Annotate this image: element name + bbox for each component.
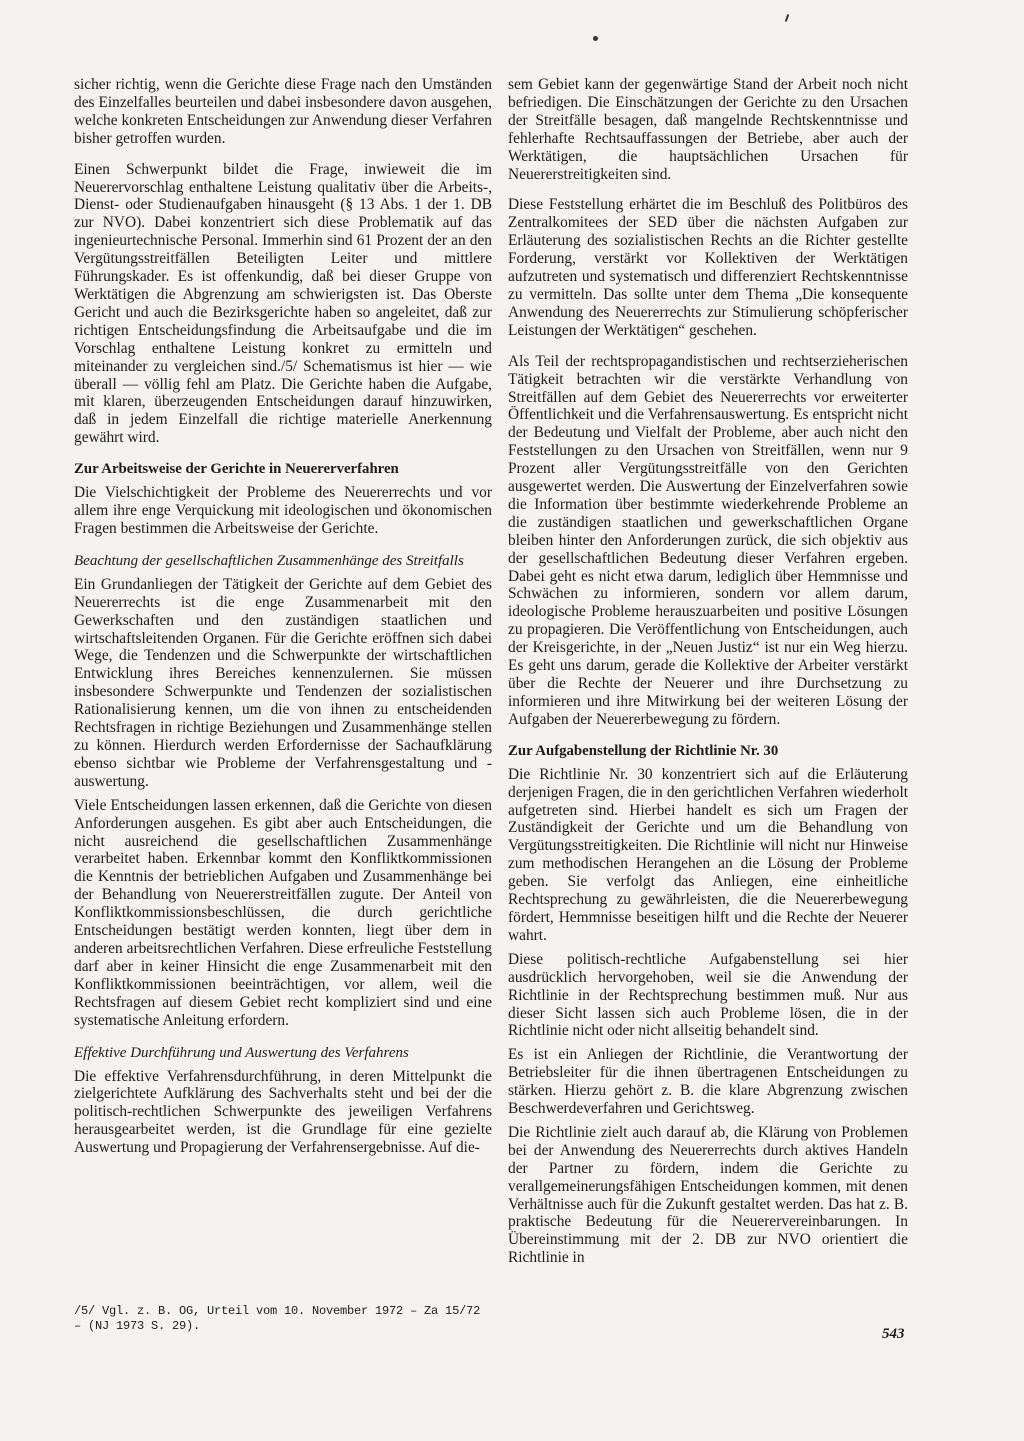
paragraph: Die Richtlinie zielt auch darauf ab, die Klärung von Problemen bei der Anwendung des Neuererrechts durch aktives Handeln der Partner zu fördern, indem die Gerichte zu verallgemeinerungsfähigen Entscheidungen kommen, mit denen Verhältnisse auch für die Zukunft gestaltet werden. Das hat z. B. praktische Bedeutung für die Neuerervereinbarungen. In Übereinstimmung mit der 2. DB zur NVO orientiert die Richtlinie in (508, 1123, 908, 1267)
subsection-heading: Beachtung der gesellschaftlichen Zusammenhänge des Streitfalls (74, 552, 464, 569)
paragraph: Einen Schwerpunkt bildet die Frage, inwieweit die im Neuerervorschlag enthaltene Leistung qualitativ über die Arbeits-, Dienst- oder Studienaufgaben hinausgeht (§ 13 Abs. 1 der 1. DB zur NVO). Dabei konzentriert sich diese Problematik auf das ingenieurtechnische Personal. Immerhin sind 61 Prozent der an den Vergütungsstreitfällen Beteiligten Leiter und mittlere Führungskader. Es ist offenkundig, daß bei dieser Gruppe von Werktätigen die Abgrenzung am schwierigsten ist. Das Oberste Gericht und auch die Bezirksgerichte haben so angeleitet, daß zur richtigen Entscheidungsfindung die Arbeitsaufgabe und die im Vorschlag enthaltene Leistung konkret zu ermitteln und miteinander zu vergleichen sind./5/ Schematismus ist hier — wie überall — völlig fehl am Platz. Die Gerichte haben die Aufgabe, mit klaren, überzeugenden Entscheidungen darauf hinzuwirken, daß in jedem Einzelfall die richtige materielle Anerkennung gewährt wird. (74, 160, 492, 447)
paragraph: Es ist ein Anliegen der Richtlinie, die Verantwortung der Betriebsleiter für die ihnen übertragenen Entscheidungen zu stärken. Hierzu gehört z. B. die klare Abgrenzung zwischen Beschwerdeverfahren und Gerichtsweg. (508, 1046, 908, 1118)
paragraph: Diese Feststellung erhärtet die im Beschluß des Politbüros des Zentralkomitees der SED über die nächsten Aufgaben zur Erläuterung des sozialistischen Rechts an die Richter gestellte Forderung, verstärkt vor Kollektiven der Werktätigen aufzutreten und systematisch und differenziert Rechtskenntnisse zu vermitteln. Das sollte unter dem Thema „Die konsequente Anwendung des Neuererrechts zur Stimulierung schöpferischer Leistungen der Werktätigen“ geschehen. (508, 196, 908, 339)
section-heading: Zur Aufgabenstellung der Richtlinie Nr. 30 (508, 742, 779, 759)
paragraph: sem Gebiet kann der gegenwärtige Stand der Arbeit noch nicht befriedigen. Die Einschätzungen der Gerichte zu den Ursachen der Streitfälle besagen, daß mangelnde Rechtskenntnisse und fehlerhafte Rechtsauffassungen der Betriebe, aber auch der Werktätigen, die hauptsächlichen Ursachen für Neuererstreitigkeiten sind. (508, 76, 908, 183)
paragraph: Viele Entscheidungen lassen erkennen, daß die Gerichte von diesen Anforderungen ausgehen. Es gibt aber auch Entscheidungen, die nicht ausreichend die gesellschaftlichen Zusammenhänge verarbeitet haben. Erkennbar kommt den Konfliktkommissionen die Kenntnis der betrieblichen Aufgaben und Zusammenhänge bei der Behandlung von Neuererstreitfällen zugute. Der Anteil von Konfliktkommissionsbeschlüssen, die durch gerichtliche Entscheidungen bestätigt werden konnten, liegt über dem in anderen arbeitsrechtlichen Verfahren. Diese erfreuliche Feststellung darf aber in keiner Hinsicht die enge Zusammenarbeit mit den Konfliktkommissionen beeinträchtigen, vor allem, weil die Rechtsfragen auf diesem Gebiet recht kompliziert sind und eine systematische Anleitung erfordern. (74, 796, 492, 1029)
paragraph: Als Teil der rechtspropagandistischen und rechtserzieherischen Tätigkeit betrachten wir die verstärkte Verhandlung von Streitfällen auf dem Gebiet des Neuererrechts vor erweiterter Öffentlichkeit und die Verfahrensauswertung. Es entspricht nicht der Bedeutung und Vielfalt der Probleme, aber auch nicht den Feststellungen zu den Ursachen von Streitfällen, wenn nur 9 Prozent aller Vergütungsstreitfälle von den Gerichten ausgewertet werden. Die Auswertung der Einzelverfahren sowie die Information über bestimmte wiederkehrende Probleme an die zuständigen staatlichen und gewerkschaftlichen Organe bleiben hinter den Anforderungen zurück, die sich objektiv aus der gesellschaftlichen Bedeutung dieser Verfahren ergeben. Dabei geht es nicht etwa darum, lediglich über Hemmnisse und Schwächen zu informieren, sondern vor allem darum, ideologische Probleme herauszuarbeiten und positive Lösungen zu propagieren. Die Veröffentlichung von Entscheidungen, auch der Kreisgerichte, in der „Neuen Justiz“ ist nur ein Weg hierzu. Es geht uns darum, gerade die Kollektive der Arbeiter verstärkt über die Rechte der Neuerer und ihre Durchsetzung zu informieren und ihre Mitwirkung bei der weiteren Lösung der Aufgaben der Neuererbewegung zu fördern. (508, 352, 908, 728)
subsection-heading: Effektive Durchführung und Auswertung des Verfahrens (74, 1044, 409, 1061)
paragraph: Die Richtlinie Nr. 30 konzentriert sich auf die Erläuterung derjenigen Fragen, die in den gerichtlichen Verfahren wiederholt aufgetreten sind. Hierbei handelt es sich um Fragen der Zuständigkeit der Gerichte und um die Behandlung von Vergütungsstreitigkeiten. Die Richtlinie will nicht nur Hinweise zum methodischen Herangehen an die Lösung der Probleme geben. Sie verfolgt das Anliegen, eine einheitliche Rechtsprechung zu gewährleisten, die die Neuererbewegung fördert, Hemmnisse beseitigen hilft und die Rechte der Neuerer wahrt. (508, 765, 908, 944)
paragraph: sicher richtig, wenn die Gerichte diese Frage nach den Umständen des Einzelfalles beurteilen und dabei insbesondere davon ausgehen, welche konkreten Entscheidungen zur Anwendung dieser Verfahren bisher getroffen wurden. (74, 76, 492, 147)
paragraph: Diese politisch-rechtliche Aufgabenstellung sei hier ausdrücklich hervorgehoben, weil sie die Anwendung der Richtlinie in der Rechtsprechung bestimmen muß. Nur aus dieser Sicht lassen sich auch Probleme lösen, die in der Richtlinie nicht oder nicht allseitig behandelt sind. (508, 950, 908, 1040)
paragraph: Die effektive Verfahrensdurchführung, in deren Mittelpunkt die zielgerichtete Aufklärung des Sachverhalts steht und bei der die politisch-rechtlichen Schwerpunkte des jeweiligen Verfahrens herausgearbeitet werden, ist die Grundlage für eine gezielte Auswertung und Propagierung der Verfahrensergebnisse. Auf die- (74, 1067, 492, 1157)
print-mark (785, 14, 790, 22)
page-number: 543 (882, 1326, 905, 1342)
right-column (508, 76, 908, 1273)
paragraph: Die Vielschichtigkeit der Probleme des Neuererrechts und vor allem ihre enge Verquickung mit ideologischen und ökonomischen Fragen bestimmen die Arbeitsweise der Gerichte. (74, 484, 492, 537)
print-speck (593, 36, 598, 41)
left-column (74, 76, 492, 1163)
paragraph: Ein Grundanliegen der Tätigkeit der Gerichte auf dem Gebiet des Neuererrechts ist die enge Zusammenarbeit mit den Gewerkschaften und den zuständigen staatlichen und wirtschaftsleitenden Organen. Für die Gerichte eröffnen sich dabei Wege, die Tendenzen und die Schwerpunkte der wirtschaftlichen Entwicklung ihres Bereiches kennenzulernen. Sie müssen insbesondere Schwerpunkte und Tendenzen der sozialistischen Rationalisierung kennen, um die von ihnen zu entscheidenden Rechtsfragen in richtige Beziehungen und Zusammenhänge stellen zu können. Hierdurch werden Erfordernisse der Sachaufklärung ebenso sichtbar wie Probleme der Verfahrensgestaltung und -auswertung. (74, 575, 492, 790)
section-heading: Zur Arbeitsweise der Gerichte in Neuererverfahren (74, 461, 399, 478)
footnote: /5/ Vgl. z. B. OG, Urteil vom 10. November 1972 – Za 15/72 – (NJ 1973 S. 29). (74, 1304, 481, 1333)
